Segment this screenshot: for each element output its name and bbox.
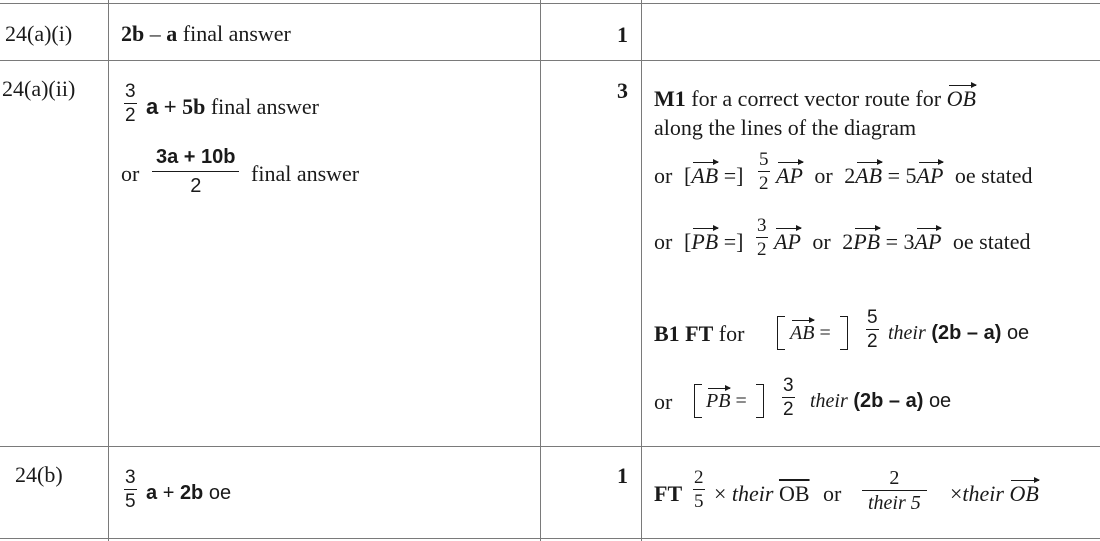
question-id: 24(a)(ii) bbox=[2, 76, 76, 101]
fraction bbox=[758, 150, 770, 193]
guidance-text: for a correct vector route for bbox=[691, 86, 942, 111]
bracket bbox=[777, 316, 785, 350]
vector-label: OB bbox=[1009, 481, 1039, 506]
equals: = bbox=[819, 322, 831, 344]
mark-code: M1 bbox=[654, 86, 686, 111]
bracket bbox=[840, 316, 848, 350]
denominator: 2 bbox=[757, 239, 767, 260]
vector-label: OB bbox=[946, 86, 976, 111]
coefficient: 2 bbox=[844, 163, 856, 188]
denominator: 2 bbox=[759, 173, 769, 194]
vector-label: AP bbox=[914, 229, 942, 254]
answer-term: 5b bbox=[182, 94, 206, 119]
vector-label: AP bbox=[776, 163, 803, 188]
fraction bbox=[693, 468, 705, 511]
denominator: their 5 bbox=[862, 490, 927, 513]
operator: – bbox=[149, 21, 161, 46]
numerator: 5 bbox=[759, 149, 769, 170]
vector-equation bbox=[790, 323, 831, 343]
or-label: or bbox=[654, 229, 673, 254]
numerator: 3 bbox=[757, 215, 767, 236]
question-id: 24(b) bbox=[15, 462, 63, 487]
answer-expression bbox=[146, 96, 319, 118]
or-label: or bbox=[823, 481, 842, 506]
or-label: or bbox=[812, 229, 831, 254]
denominator: 2 bbox=[783, 399, 794, 420]
equals: = bbox=[887, 163, 901, 188]
operator: + bbox=[163, 94, 177, 119]
guidance-text: oe stated bbox=[954, 163, 1033, 188]
equals: =] bbox=[723, 229, 744, 254]
fraction bbox=[124, 468, 137, 511]
equals: = bbox=[735, 390, 747, 412]
coefficient: 2 bbox=[842, 229, 854, 254]
guidance-text: oe bbox=[928, 390, 952, 412]
answer-expression bbox=[146, 483, 231, 503]
question-id: 24(a)(i) bbox=[5, 21, 73, 46]
answer-suffix: final answer bbox=[182, 21, 291, 46]
numerator: 3 bbox=[125, 81, 136, 102]
bracket: [ bbox=[684, 163, 692, 188]
coefficient: 3 bbox=[903, 229, 915, 254]
fraction bbox=[124, 82, 137, 125]
equals: =] bbox=[723, 163, 744, 188]
fraction bbox=[866, 308, 879, 351]
vector-equation bbox=[706, 391, 747, 411]
bracket bbox=[756, 384, 764, 418]
mark: 3 bbox=[617, 78, 628, 103]
fraction bbox=[150, 147, 242, 196]
mark-code: FT bbox=[654, 481, 683, 506]
numerator: 3a + 10b bbox=[156, 146, 236, 168]
vector-equation bbox=[776, 165, 1033, 187]
their-label: their bbox=[731, 481, 774, 506]
coefficient: 5 bbox=[905, 163, 917, 188]
answer-term: a bbox=[166, 21, 178, 46]
expression: (2b – a) bbox=[853, 390, 924, 412]
guidance-text: oe stated bbox=[952, 229, 1031, 254]
guidance-line bbox=[654, 323, 744, 345]
or-label: or bbox=[654, 389, 673, 414]
their-label: their bbox=[810, 390, 848, 412]
denominator: 5 bbox=[694, 491, 704, 512]
bracket: [ bbox=[684, 229, 692, 254]
vector-equation bbox=[684, 231, 743, 253]
answer-term: 2b bbox=[121, 21, 145, 46]
vector-label: PB bbox=[706, 390, 731, 412]
times-symbol: × bbox=[950, 481, 963, 506]
answer-term: a bbox=[146, 482, 158, 504]
mark-code: B1 FT bbox=[654, 321, 714, 346]
operator: + bbox=[162, 482, 175, 504]
mark: 1 bbox=[617, 22, 628, 47]
guidance-text bbox=[888, 323, 1029, 343]
answer-suffix: final answer bbox=[251, 161, 360, 186]
column-divider bbox=[108, 0, 109, 541]
answer-cell bbox=[121, 23, 291, 45]
vector-label: AB bbox=[790, 322, 815, 344]
fraction bbox=[782, 376, 795, 419]
guidance-text: oe bbox=[1006, 322, 1030, 344]
guidance-line bbox=[654, 88, 976, 110]
table-border-top bbox=[0, 3, 1100, 4]
fraction bbox=[862, 468, 927, 513]
answer-term: a bbox=[146, 94, 159, 119]
vector-equation bbox=[774, 231, 1031, 253]
row-divider bbox=[0, 60, 1100, 61]
their-label: their bbox=[888, 322, 926, 344]
numerator: 5 bbox=[867, 307, 878, 328]
numerator: 3 bbox=[125, 467, 136, 488]
fraction bbox=[756, 216, 768, 259]
guidance-text bbox=[714, 483, 841, 505]
denominator: 2 bbox=[867, 331, 878, 352]
numerator: 3 bbox=[783, 375, 794, 396]
vector-label: AP bbox=[774, 229, 801, 254]
column-divider bbox=[641, 0, 642, 541]
numerator: 2 bbox=[694, 467, 704, 488]
or-label: or bbox=[121, 161, 140, 186]
vector-label: AB bbox=[855, 163, 883, 188]
column-divider bbox=[540, 0, 541, 541]
their-label: their bbox=[962, 481, 1004, 506]
or-label: or bbox=[814, 163, 833, 188]
vector-equation bbox=[684, 165, 743, 187]
vector-label: $\overline{OB}$ bbox=[778, 481, 810, 506]
vector-label: AB bbox=[691, 163, 719, 188]
denominator: 5 bbox=[125, 491, 136, 512]
equals: = bbox=[885, 229, 899, 254]
or-label: or bbox=[654, 163, 673, 188]
vector-label: PB bbox=[691, 229, 719, 254]
vector-label: AP bbox=[916, 163, 944, 188]
row-divider bbox=[0, 446, 1100, 447]
guidance-text: along the lines of the diagram bbox=[654, 115, 917, 140]
vector-label: PB bbox=[853, 229, 881, 254]
table-border-bottom bbox=[0, 538, 1100, 539]
denominator: 2 bbox=[152, 171, 239, 196]
mark: 1 bbox=[617, 463, 628, 488]
guidance-text: for bbox=[718, 321, 745, 346]
bracket bbox=[694, 384, 702, 418]
answer-term: 2b bbox=[179, 482, 204, 504]
answer-suffix: oe bbox=[208, 482, 232, 504]
expression: (2b – a) bbox=[931, 322, 1002, 344]
denominator: 2 bbox=[125, 105, 136, 126]
answer-suffix: final answer bbox=[210, 94, 319, 119]
times-symbol: × bbox=[714, 481, 727, 506]
guidance-text bbox=[810, 391, 951, 411]
guidance-text bbox=[950, 483, 1039, 505]
numerator: 2 bbox=[889, 467, 900, 489]
